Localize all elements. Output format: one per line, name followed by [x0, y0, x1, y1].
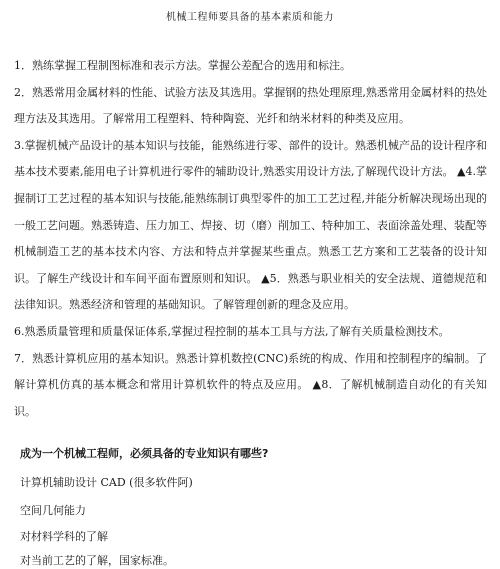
- section-heading: 成为一个机械工程师，必须具备的专业知识有哪些?: [20, 447, 269, 460]
- list-item: 计算机辅助设计 CAD (很多软件阿): [20, 476, 193, 489]
- list-item: 对材料学科的了解: [20, 530, 108, 543]
- paragraph-2: 2．熟悉常用金属材料的性能、试验方法及其选用。掌握钢的热处理原理,熟悉常用金属材料的热处理方法及其选用。了解常用工程塑料、特种陶瓷、光纤和纳米材料的种类及应用。: [14, 85, 487, 126]
- paragraph-1: 1．熟练掌握工程制图标准和表示方法。掌握公差配合的选用和标注。: [14, 59, 351, 72]
- paragraph-6: 6.熟悉质量管理和质量保证体系,掌握过程控制的基本工具与方法,了解有关质量检测技术。: [14, 324, 450, 338]
- paragraph-3: 3.掌握机械产品设计的基本知识与技能，能熟练进行零、部件的设计。熟悉机械产品的设计程序和基本技术要素,能用电子计算机进行零件的辅助设计,熟悉实用设计方法,了解现代设计方法。 ▲4.掌握制订工艺过程的基本知识与技能,能熟练制订典型零件的加工工艺过程,并能分析解决现场出现的一般工艺问题。熟悉铸造、压力加工、焊接、切（磨）削加工、特种加工、表面涂盖处理、装配等机械制造工艺的基本技术内容、方法和特点并掌握某些重点。熟悉工艺方案和工艺装备的设计知识。了解生产线设计和车间平面布置原则和知识。 ▲5．熟悉与职业相关的安全法规、道德规范和法律知识。熟悉经济和管理的基础知识。了解管理创新的理念及应用。: [14, 138, 487, 312]
- list-item: 空间几何能力: [20, 504, 86, 517]
- document-title: 机械工程师要具备的基本素质和能力: [166, 12, 334, 23]
- list-item: 对当前工艺的了解，国家标准。: [20, 554, 174, 567]
- paragraph-7: 7．熟悉计算机应用的基本知识。熟悉计算机数控(CNC)系统的构成、作用和控制程序的编制。了解计算机仿真的基本概念和常用计算机软件的特点及应用。 ▲8．了解机械制造自动化的有关知识。: [14, 351, 487, 418]
- document-body: [14, 53, 487, 425]
